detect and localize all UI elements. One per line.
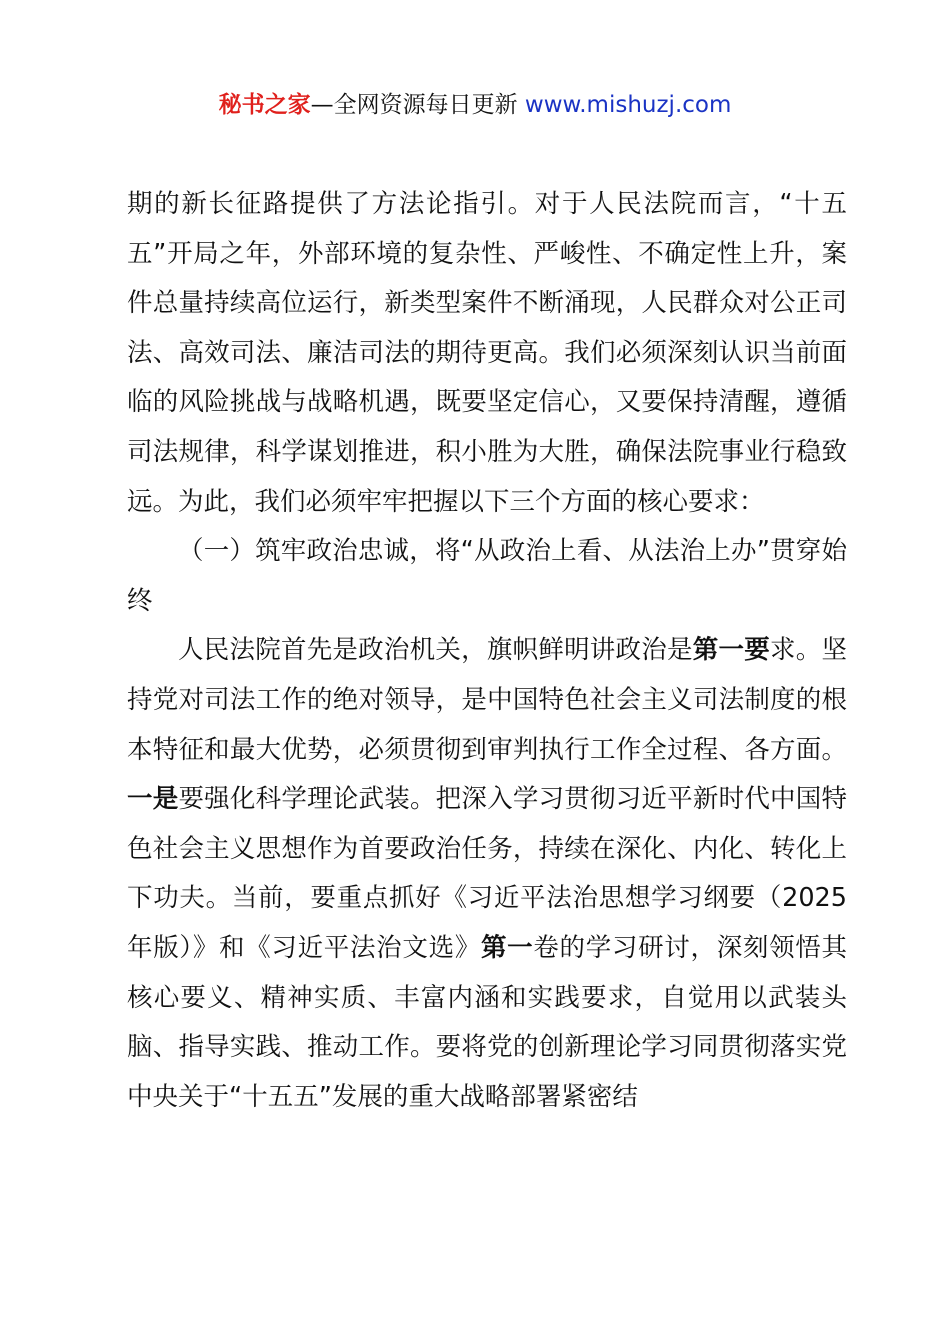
page-header: [0, 89, 950, 121]
site-url-link[interactable]: www.mishuzj.com: [524, 92, 732, 118]
bold-text-run: 一是: [127, 784, 179, 815]
brand-name[interactable]: 秘书之家: [218, 92, 311, 118]
text-run: 人民法院首先是政治机关，旗帜鲜明讲政治是: [178, 635, 693, 666]
bold-text-run: 第一: [480, 932, 534, 963]
document-body: [127, 180, 847, 1122]
bold-text-run: 第一要: [692, 635, 770, 666]
text-run: 要强化科学理论武装。把深入学习贯彻习近平新时代中国特色社会主义思想作为首要政治任务，持续在深化、内化、转化上下功夫。当前，要重点抓好《习近平法治思想学习纲要（2025 年版）》和《习近平法治文选》: [127, 784, 847, 963]
text-run: 卷的学习研讨，深刻领悟其核心要义、精神实质、丰富内涵和实践要求，自觉用以武装头脑、指导实践、推动工作。要将党的创新理论学习同贯彻落实党中央关于“十五五”发展的重大战略部署紧密结: [127, 932, 847, 1112]
section-heading-1: （一）筑牢政治忠诚，将“从政治上看、从法治上办”贯穿始终: [127, 536, 847, 616]
paragraph-political-loyalty: [127, 626, 847, 1122]
paragraph-intro: 期的新长征路提供了方法论指引。对于人民法院而言，“十五五”开局之年，外部环境的复杂性、严峻性、不确定性上升，案件总量持续高位运行，新类型案件不断涌现，人民群众对公正司法、高效司法、廉洁司法的期待更高。我们必须深刻认识当前面临的风险挑战与战略机遇，既要坚定信心，又要保持清醒，遵循司法规律，科学谋划推进，积小胜为大胜，确保法院事业行稳致远。为此，我们必须牢牢把握以下三个方面的核心要求：: [127, 189, 847, 517]
text-run: 求。坚持党对司法工作的绝对领导，是中国特色社会主义司法制度的根本特征和最大优势，必须贯彻到审判执行工作全过程、各方面。: [127, 635, 847, 765]
header-tagline: —全网资源每日更新: [310, 92, 518, 118]
